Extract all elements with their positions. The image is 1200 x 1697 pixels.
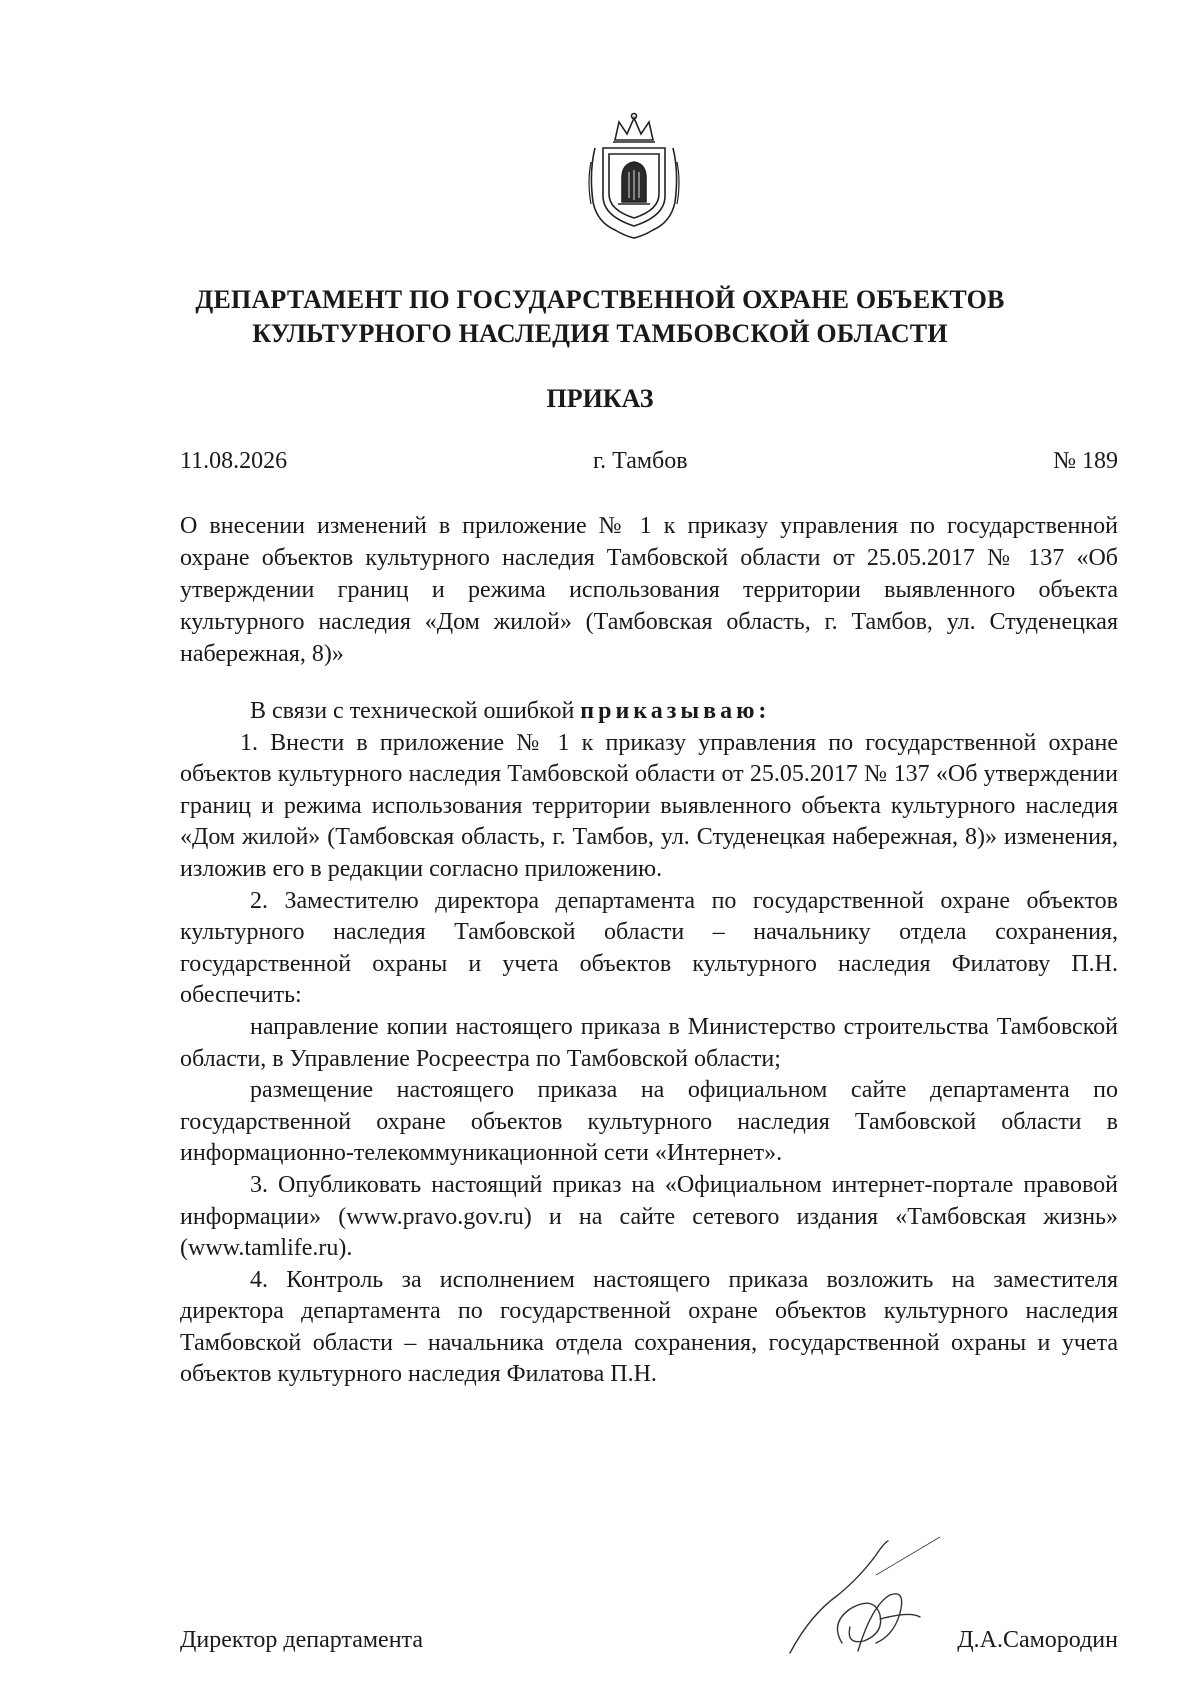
- document-number: [1047, 448, 1118, 475]
- preamble-text: В связи с технической ошибкой: [250, 698, 575, 724]
- department-line-1: ДЕПАРТАМЕНТ ПО ГОСУДАРСТВЕННОЙ ОХРАНЕ ОБЪЕКТОВ: [195, 285, 1005, 314]
- document-city: г. Тамбов: [593, 448, 688, 474]
- number-value: 189: [1082, 448, 1118, 474]
- coat-of-arms-icon: [585, 112, 683, 242]
- item-3: 3. Опубликовать настоящий приказ на «Официальном интернет-портале правовой информации» (www.pravo.gov.ru) и на сайте сетевого издания «Тамбовская жизнь» (www.tamlife.ru).: [180, 1171, 1118, 1262]
- department-name: [150, 283, 1050, 351]
- signatory-name: Д.А.Самородин: [957, 1627, 1118, 1653]
- department-line-2: КУЛЬТУРНОГО НАСЛЕДИЯ ТАМБОВСКОЙ ОБЛАСТИ: [252, 319, 948, 348]
- order-keyword: приказываю:: [580, 698, 771, 724]
- item-2-subitem-1: направление копии настоящего приказа в Министерство строительства Тамбовской области, в Управление Росреестра по Тамбовской области;: [180, 1013, 1118, 1072]
- preamble: [180, 696, 1118, 728]
- item-1: 1. Внести в приложение № 1 к приказу управления по государственной охране объектов культурного наследия Тамбовской области от 25.05.2017 № 137 «Об утверждении границ и режима использования территории выявленного объекта культурного наследия «Дом жилой» (Тамбовская область, г. Тамбов, ул. Студенецкая набережная, 8)» изменения, изложив его в редакции согласно приложению.: [180, 729, 1118, 882]
- order-subject: О внесении изменений в приложение № 1 к приказу управления по государственной охране объектов культурного наследия Тамбовской области от 25.05.2017 № 137 «Об утверждении границ и режима использования территории выявленного объекта культурного наследия «Дом жилой» (Тамбовская область, г. Тамбов, ул. Студенецкая набережная, 8)»: [180, 513, 1118, 667]
- document-meta: [180, 448, 1118, 480]
- order-body: [180, 696, 1118, 1391]
- item-2-subitem-2: размещение настоящего приказа на официальном сайте департамента по государственной охране объектов культурного наследия Тамбовской области в информационно-телекоммуникационной сети «Интернет».: [180, 1077, 1118, 1167]
- signature-block: [180, 1627, 1118, 1667]
- number-sign: №: [1053, 448, 1076, 474]
- item-2: 2. Заместителю директора департамента по государственной охране объектов культурного наследия Тамбовской области – начальнику отдела сохранения, государственной охраны и учета объектов культурного наследия Филатову П.Н. обеспечить:: [180, 887, 1118, 1009]
- document-type: ПРИКАЗ: [546, 384, 654, 413]
- item-4: 4. Контроль за исполнением настоящего приказа возложить на заместителя директора департамента по государственной охране объектов культурного наследия Тамбовской области – начальника отдела сохранения, государственной охраны и учета объектов культурного наследия Филатова П.Н.: [180, 1266, 1118, 1388]
- signatory-position: Директор департамента: [180, 1627, 423, 1653]
- document-date: 11.08.2026: [180, 448, 288, 474]
